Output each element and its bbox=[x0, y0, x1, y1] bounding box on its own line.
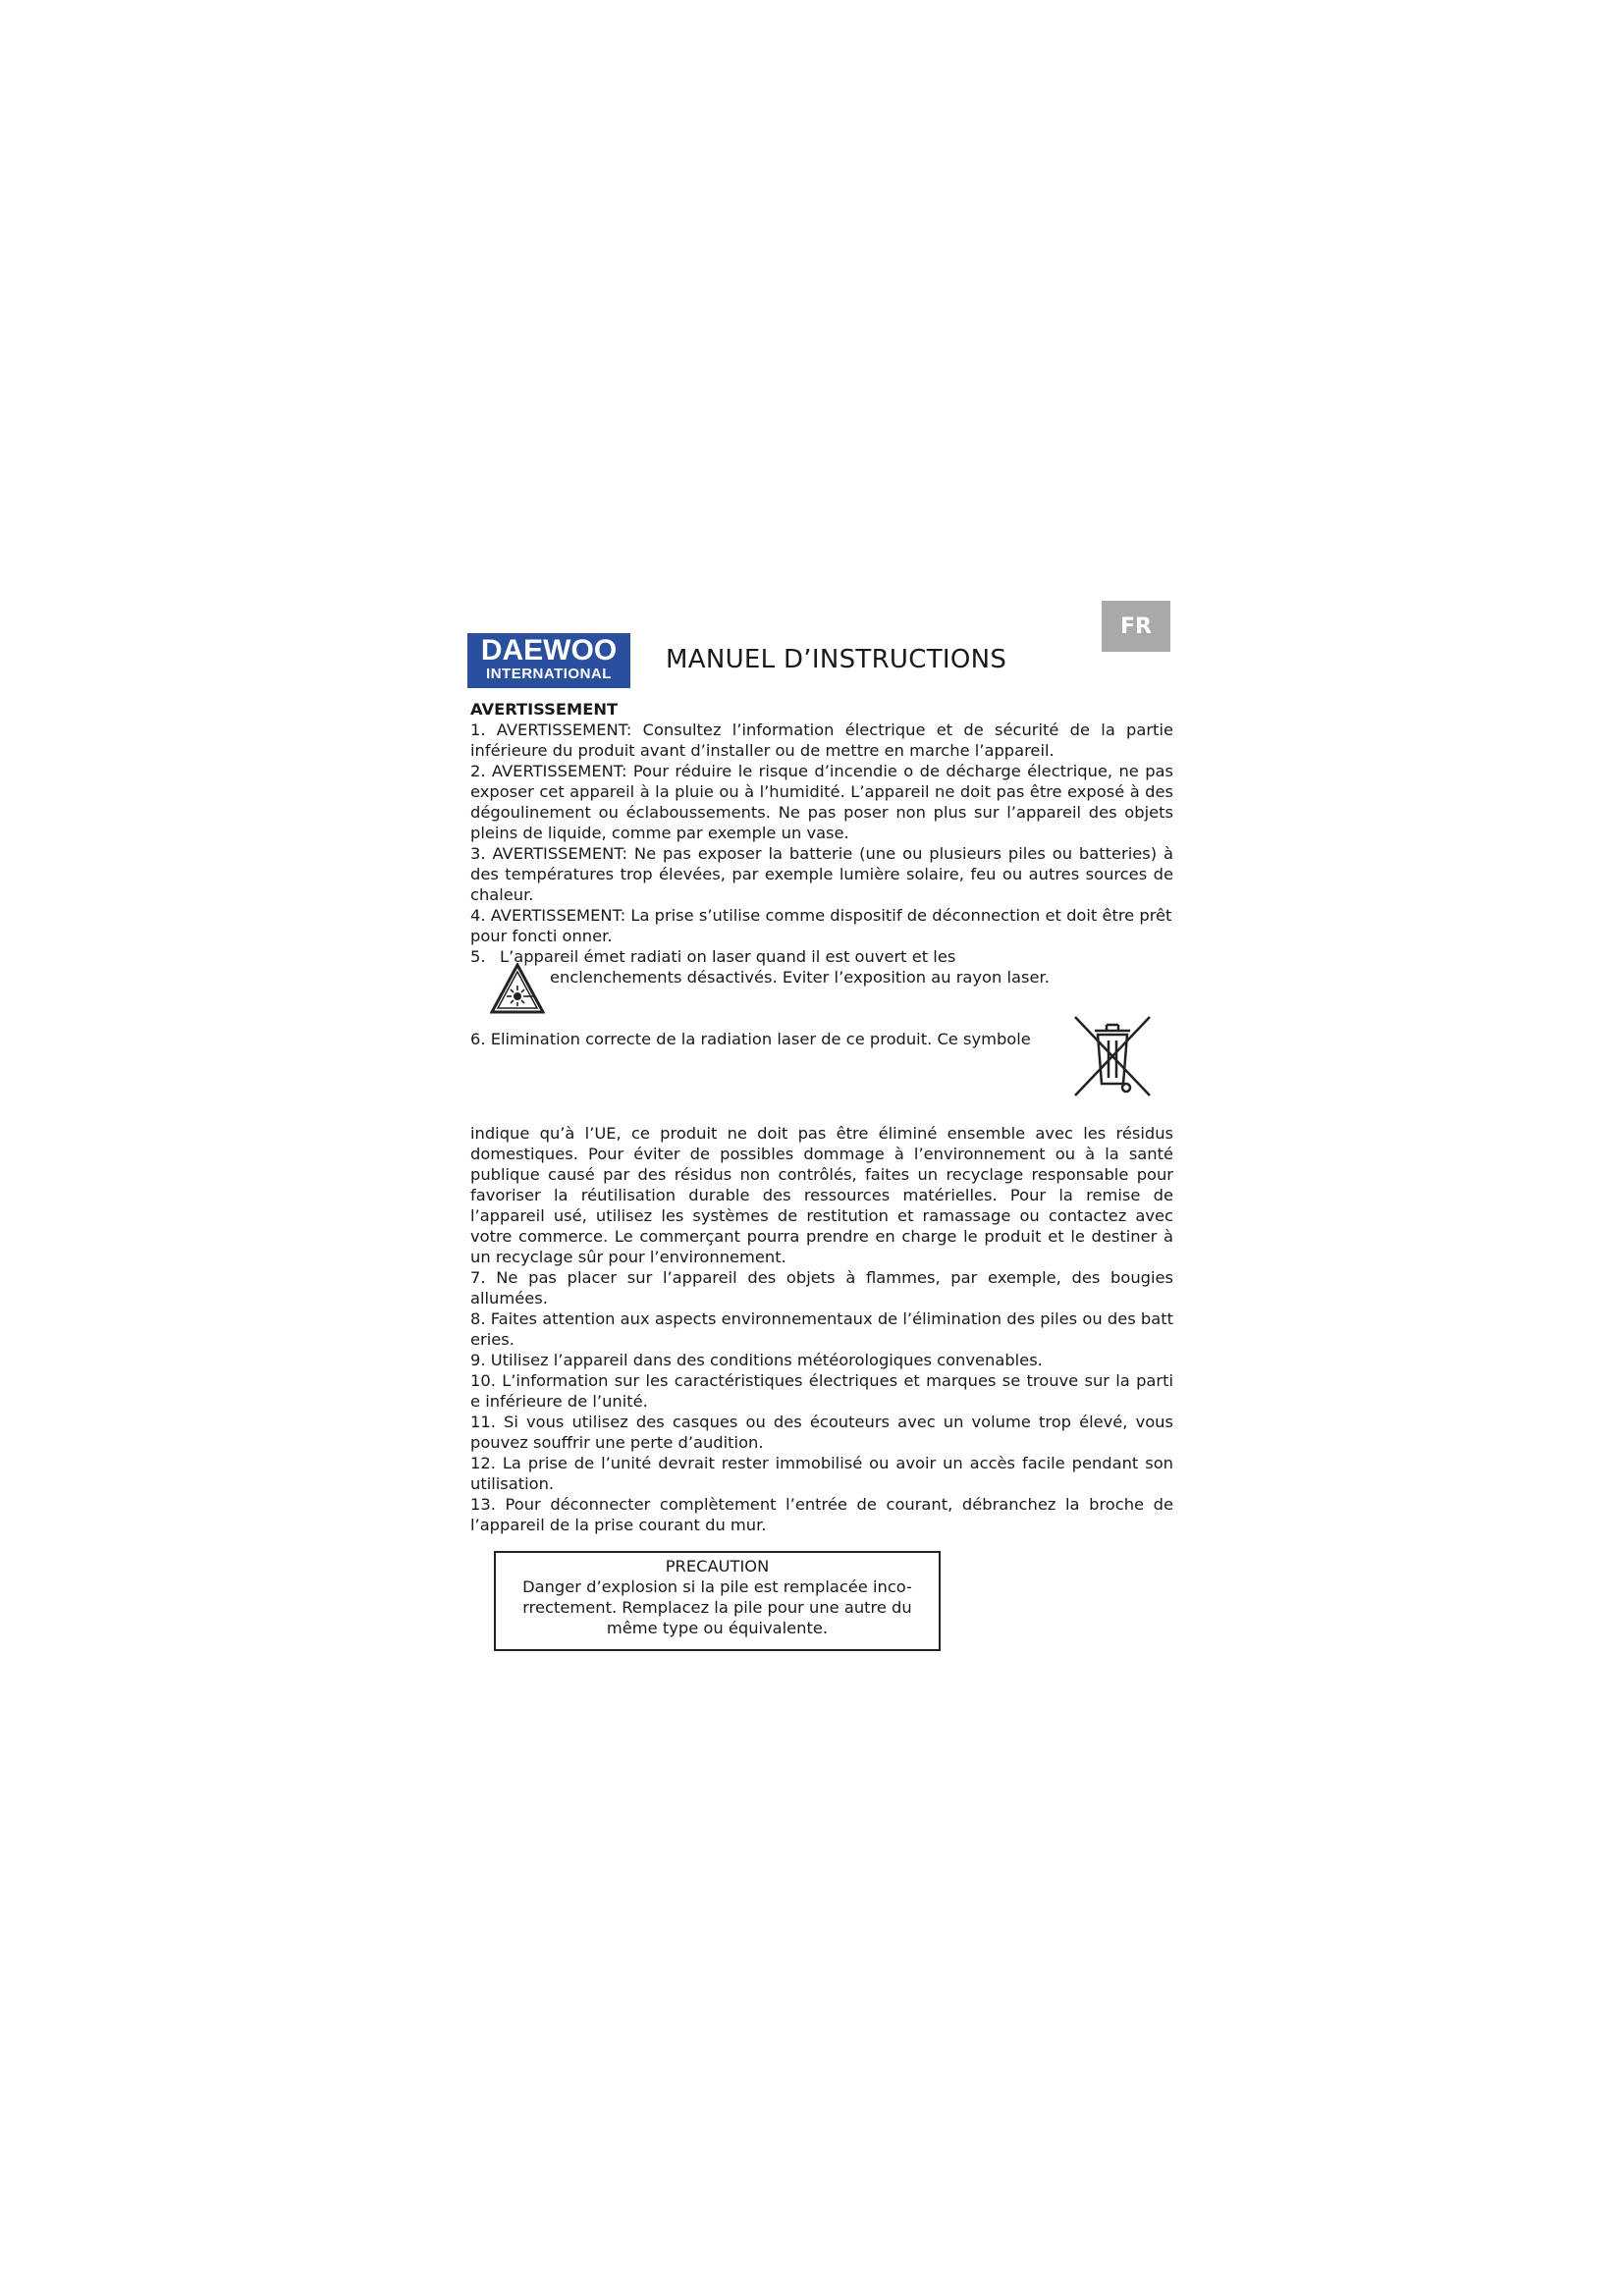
warning-1: 1. AVERTISSEMENT: Consultez l’information électrique et de sécurité de la partie inférieure du produit avant d’installer ou de mettre en marche l’appareil. bbox=[470, 721, 1173, 760]
warning-6-body: indique qu’à l’UE, ce produit ne doit pas être éliminé ensemble avec les résidus domestiques. Pour éviter de possibles dommage à l’environnement ou à la santé publique causé par des résidus non contrôlés, faites un recyclage responsable pour favoriser la réutilisation durable des ressources matérielles. Pour la remise de l’appareil usé, utilisez les systèmes de restitution et ramassage ou contactez avec votre commerce. Le commerçant pourra prendre en charge le produit et le destiner à un recyclage sûr pour l’environnement. bbox=[470, 1124, 1173, 1266]
precaution-line-1: Danger d’explosion si la pile est remplacée inco- bbox=[522, 1577, 912, 1596]
warnings-heading: AVERTISSEMENT bbox=[470, 700, 619, 719]
warning-8: 8. Faites attention aux aspects environnementaux de l’élimination des piles ou des batt eries. bbox=[470, 1309, 1173, 1349]
warning-13: 13. Pour déconnecter complètement l’entrée de courant, débranchez la broche de l’appareil de la prise courant du mur. bbox=[470, 1495, 1173, 1534]
crossed-bin-icon bbox=[1069, 1011, 1156, 1101]
warning-3: 3. AVERTISSEMENT: Ne pas exposer la batterie (une ou plusieurs piles ou batteries) à des températures trop élevées, par exemple lumière solaire, feu ou autres sources de chaleur. bbox=[470, 844, 1173, 904]
warning-11: 11. Si vous utilisez des casques ou des écouteurs avec un volume trop élevé, vous pouvez souffrir une perte d’audition. bbox=[470, 1413, 1173, 1452]
warning-2: 2. AVERTISSEMENT: Pour réduire le risque d’incendie o de décharge électrique, ne pas exposer cet appareil à la pluie ou à l’humidité. L’appareil ne doit pas être exposé à des dégoulinement ou éclaboussements. Ne pas poser non plus sur l’appareil des objets pleins de liquide, comme par exemple un vase. bbox=[470, 762, 1173, 842]
daewoo-logo bbox=[467, 633, 630, 688]
precaution-line-2: rrectement. Remplacez la pile pour une autre du bbox=[522, 1598, 912, 1617]
warning-6-intro bbox=[470, 1029, 1173, 1123]
precaution-line-3: même type ou équivalente. bbox=[606, 1619, 829, 1637]
warning-12: 12. La prise de l’unité devrait rester immobilisé ou avoir un accès facile pendant son utilisation. bbox=[470, 1454, 1173, 1493]
logo-line2: INTERNATIONAL bbox=[486, 666, 612, 682]
warning-4: 4. AVERTISSEMENT: La prise s’utilise comme dispositif de déconnection et doit être prêt pour foncti onner. bbox=[470, 906, 1172, 945]
warning-9: 9. Utilisez l’appareil dans des conditions météorologiques convenables. bbox=[470, 1351, 1043, 1369]
language-badge: FR bbox=[1102, 601, 1170, 652]
warning-5-line1: L’appareil émet radiati on laser quand il est ouvert et les bbox=[500, 947, 956, 966]
warning-5 bbox=[470, 946, 1173, 1019]
logo-line1: DAEWOO bbox=[480, 634, 618, 667]
warnings-section bbox=[470, 699, 1173, 1535]
warning-5-number: 5. bbox=[470, 947, 486, 966]
precaution-box bbox=[494, 1551, 941, 1651]
manual-title: MANUEL D’INSTRUCTIONS bbox=[666, 645, 1007, 674]
warning-10: 10. L’information sur les caractéristiques électriques et marques se trouve sur la parti e inférieure de l’unité. bbox=[470, 1371, 1173, 1411]
precaution-title: PRECAUTION bbox=[665, 1557, 770, 1575]
laser-warning-icon bbox=[490, 963, 545, 1014]
warning-6-intro-text: 6. Elimination correcte de la radiation laser de ce produit. Ce symbole bbox=[470, 1030, 1031, 1048]
warning-5-line2: enclenchements désactivés. Eviter l’exposition au rayon laser. bbox=[550, 968, 1050, 987]
warning-7: 7. Ne pas placer sur l’appareil des objets à flammes, par exemple, des bougies allumées. bbox=[470, 1268, 1173, 1308]
